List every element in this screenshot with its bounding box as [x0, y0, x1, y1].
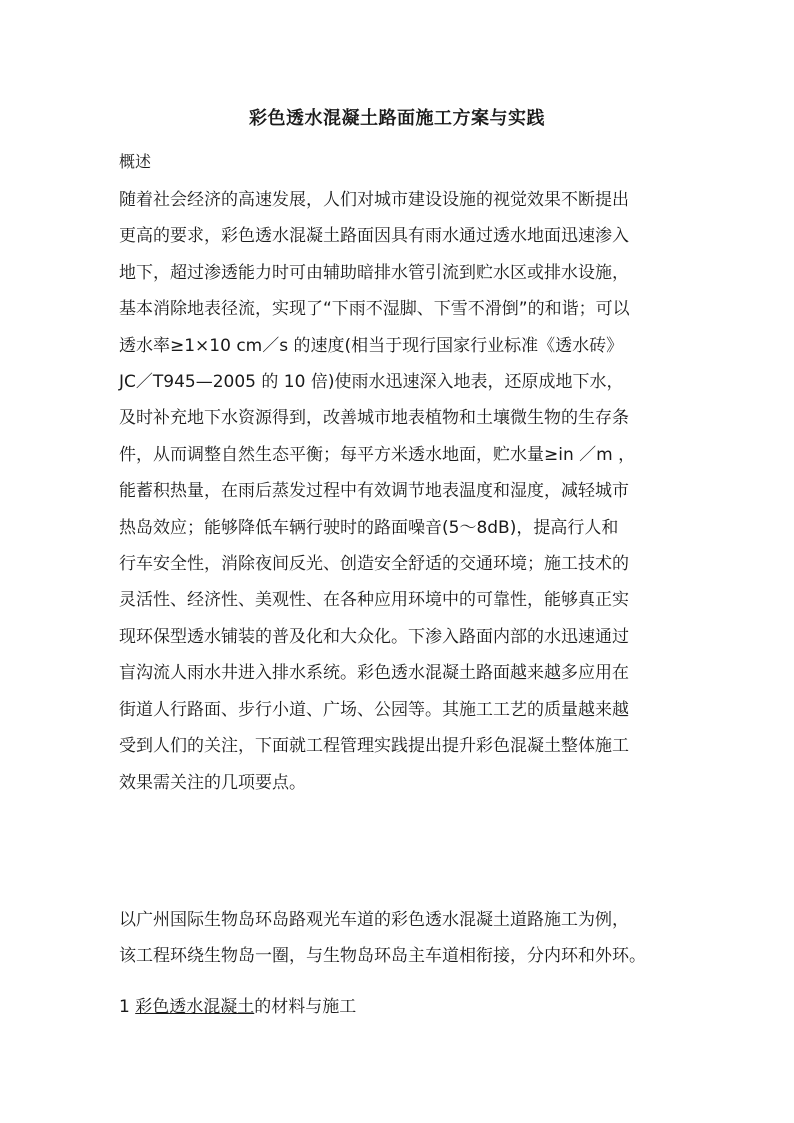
text-line: 盲沟流人雨水井进入排水系统。彩色透水混凝土路面越来越多应用在	[119, 663, 629, 684]
section-number: 1	[119, 997, 130, 1017]
text-line: 能蓄积热量，在雨后蒸发过程中有效调节地表温度和湿度，减轻城市	[119, 481, 629, 502]
text-line: JC／T945—2005 的 10 倍)使雨水迅速深入地表，还原成地下水，	[119, 372, 624, 393]
section-link[interactable]: 彩色透水混凝土	[135, 997, 255, 1017]
text-line: 热岛效应；能够降低车辆行驶时的路面噪音(5～8dB)，提高行人和	[119, 517, 619, 538]
text-line: 街道人行路面、步行小道、广场、公园等。其施工工艺的质量越来越	[119, 699, 629, 720]
text-line: 受到人们的关注，下面就工程管理实践提出提升彩色混凝土整体施工	[119, 736, 629, 757]
text-line: 基本消除地表径流，实现了“下雨不湿脚、下雪不滑倒”的和谐；可以	[119, 299, 630, 320]
text-line: 随着社会经济的高速发展，人们对城市建设设施的视觉效果不断提出	[119, 190, 629, 210]
document-title: 彩色透水混凝土路面施工方案与实践	[249, 108, 545, 129]
text-line: 行车安全性，消除夜间反光、创造安全舒适的交通环境；施工技术的	[119, 554, 629, 575]
text-line: 以广州国际生物岛环岛路观光车道的彩色透水混凝土道路施工为例，	[119, 910, 629, 930]
text-line: 件，从而调整自然生态平衡；每平方米透水地面，贮水量≥in ／m ，	[119, 444, 636, 465]
paragraph-intro	[119, 182, 689, 801]
overview-heading: 概述	[119, 152, 152, 171]
text-line: 更高的要求，彩色透水混凝土路面因具有雨水通过透水地面迅速渗入	[119, 226, 629, 247]
paragraph-example	[119, 902, 689, 975]
text-line: 现环保型透水铺装的普及化和大众化。下渗入路面内部的水迅速通过	[119, 626, 629, 647]
text-line: 地下，超过渗透能力时可由辅助暗排水管引流到贮水区或排水设施，	[119, 262, 629, 283]
text-line: 及时补充地下水资源得到，改善城市地表植物和土壤微生物的生存条	[119, 408, 629, 429]
text-line: 灵活性、经济性、美观性、在各种应用环境中的可靠性，能够真正实	[119, 590, 629, 611]
text-line: 该工程环绕生物岛一圈，与生物岛环岛主车道相衔接，分内环和外环。	[119, 946, 646, 967]
section-heading-rest: 的材料与施工	[254, 997, 357, 1017]
text-line: 透水率≥1×10 cm／s 的速度(相当于现行国家行业标准《透水砖》	[119, 335, 624, 356]
text-line: 效果需关注的几项要点。	[119, 772, 306, 793]
section-heading	[119, 992, 356, 1017]
